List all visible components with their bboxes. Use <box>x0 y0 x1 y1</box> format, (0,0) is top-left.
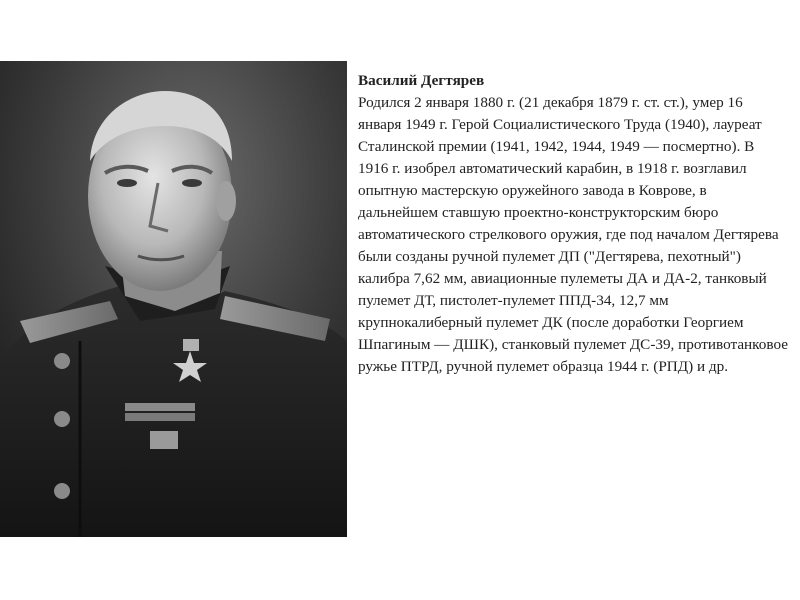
person-name: Василий Дегтярев <box>358 72 485 89</box>
biography-block <box>358 70 788 378</box>
portrait-photo <box>0 61 347 537</box>
biography-text: Родился 2 января 1880 г. (21 декабря 1879 г. ст. ст.), умер 16 января 1949 г. Герой Социалистического Труда (1940), лауреат Сталинской премии (1941, 1942, 1944, 1949 — посмертно). В 1916 г. изобрел автоматический карабин, в 1918 г. возглавил опытную мастерскую оружейного завода в Коврове, в дальнейшем ставшую проектно-конструкторским бюро автоматического стрелкового оружия, где под началом Дегтярева были созданы ручной пулемет ДП ("Дегтярева, пехотный") калибра 7,62 мм, авиационные пулеметы ДА и ДА-2, танковый пулемет ДТ, пистолет-пулемет ППД-34, 12,7 мм крупнокалиберный пулемет ДК (после доработки Георгием Шпагиным — ДШК), станковый пулемет ДС-39, противотанковое ружье ПТРД, ручной пулемет образца 1944 г. (РПД) и др. <box>358 94 788 375</box>
portrait-image <box>0 61 347 537</box>
